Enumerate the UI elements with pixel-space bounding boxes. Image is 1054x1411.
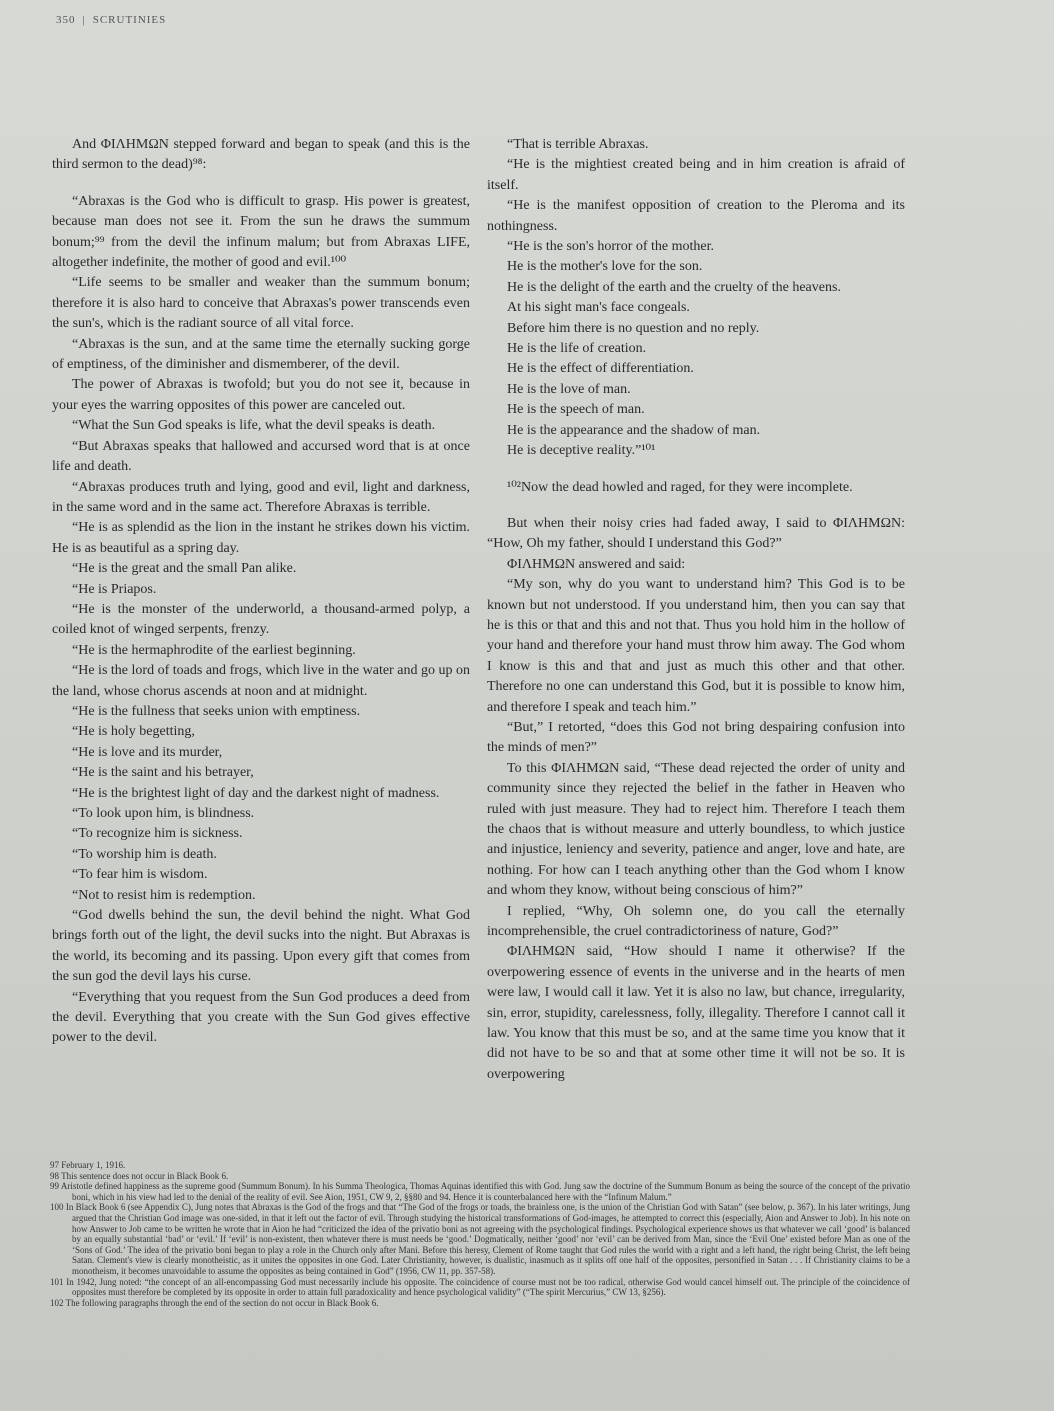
verse-line: “He is the son's horror of the mother. <box>507 239 715 255</box>
paragraph: “He is the monster of the underworld, a thousand-armed polyp, a coiled knot of winged serpents, frenzy. <box>52 601 470 638</box>
left-column <box>52 135 470 1049</box>
paragraph: “He is as splendid as the lion in the instant he strikes down his victim. He is as beautiful as a spring day. <box>52 520 470 556</box>
paragraph: “What the Sun God speaks is life, what the devil speaks is death. <box>72 418 436 434</box>
paragraph: “He is the great and the small Pan alike. <box>72 561 297 577</box>
paragraph: ΦΙΛΗΜΩΝ said, “How should I name it otherwise? If the overpowering essence of events in the universe and in the hearts of men were law, I would call it law. Yet it is also no law, but chance, irregularity, sin, error, stupidity, carelessness, folly, illegality. Therefore I cannot call it law. You know that this must be so, and at the same time you know that it did not have to be so and that at some other time it will not be so. It is overpowering <box>487 944 905 1082</box>
paragraph: The power of Abraxas is twofold; but you do not see it, because in your eyes the warring opposites of this power are canceled out. <box>52 377 470 413</box>
running-title: SCRUTINIES <box>92 14 167 26</box>
paragraph: “Not to resist him is redemption. <box>72 887 256 903</box>
dead-line: ¹⁰²Now the dead howled and raged, for they were incomplete. <box>507 479 853 495</box>
paragraph: “Abraxas produces truth and lying, good and evil, light and darkness, in the same word and in the same act. Therefore Abraxas is terrible. <box>52 479 470 515</box>
paragraph: “He is holy begetting, <box>72 724 195 740</box>
verse-line: He is the delight of the earth and the cruelty of the heavens. <box>507 279 841 295</box>
paragraph: “But,” I retorted, “does this God not bring despairing confusion into the minds of men?” <box>487 719 905 756</box>
paragraph: ΦΙΛΗΜΩΝ answered and said: <box>507 556 686 572</box>
paragraph: “To recognize him is sickness. <box>72 826 243 842</box>
opening-paragraph: And ΦΙΛΗΜΩΝ stepped forward and began to speak (and this is the third sermon to the dead)⁹⁸: <box>52 137 470 173</box>
paragraph: “He is Priapos. <box>72 581 157 597</box>
header-separator: | <box>82 14 86 26</box>
paragraph: “To look upon him, is blindness. <box>72 806 255 821</box>
paragraph: “He is the saint and his betrayer, <box>72 765 254 781</box>
paragraph: “God dwells behind the sun, the devil behind the night. What God brings forth out of the light, the devil sucks into the night. But Abraxas is the world, its becoming and its passing. Upon every gift that comes from the sun god the devil lays his curse. <box>52 908 470 985</box>
paragraph: “My son, why do you want to understand him? This God is to be known but not understood. If you understand him, then you can say that he is this or that and this and not that. Thus you hold him in the hollow of your hand and therefore your hand must throw him away. The God whom I know is this and that and just as much this other and that other. Therefore no one can understand this God, but it is possible to know him, and therefore I speak and teach him.” <box>487 577 905 715</box>
verse-line: He is the effect of differentiation. <box>507 361 694 377</box>
paragraph: “He is the fullness that seeks union with emptiness. <box>72 703 361 719</box>
paragraph: “Everything that you request from the Sun God produces a deed from the devil. Everything that you create with the Sun God gives effective power to the devil. <box>52 989 470 1046</box>
verse-line: Before him there is no question and no reply. <box>507 320 760 336</box>
verse-line: He is the life of creation. <box>507 341 647 357</box>
footnote: 99 Aristotle defined happiness as the supreme good (Summum Bonum). In his Summa Theologica, Thomas Aquinas identified this with God. Jung saw the doctrine of the Summum Bonum as being the source of the concept of the privatio boni, which in his view had led to the denial of the reality of evil. See Aion, 1951, CW 9, 2, §§80 and 94. Hence it is counterbalanced here with the “Infinum Malum.” <box>50 1181 910 1202</box>
paragraph: “He is the manifest opposition of creation to the Pleroma and its nothingness. <box>487 198 905 234</box>
paragraph: “Abraxas is the God who is difficult to grasp. His power is greatest, because man does not see it. From the sun he draws the summum bonum;⁹⁹ from the devil the infinum malum; but from Abraxas LIFE, altogether indefinite, the mother of good and evil.¹⁰⁰ <box>52 193 470 271</box>
footnote: 98 This sentence does not occur in Black Book 6. <box>50 1170 229 1181</box>
paragraph: “He is love and its murder, <box>72 744 223 760</box>
verse-line: At his sight man's face congeals. <box>507 300 690 316</box>
paragraph: “He is the brightest light of day and the darkest night of madness. <box>72 785 440 801</box>
paragraph: “But Abraxas speaks that hallowed and accursed word that is at once life and death. <box>52 438 470 475</box>
verse-line: He is the speech of man. <box>507 402 645 418</box>
paragraph: “Life seems to be smaller and weaker than the summum bonum; therefore it is also hard to conceive that Abraxas's power transcends even the sun's, which is the radiant source of all vital force. <box>52 275 470 332</box>
footnotes <box>50 1160 910 1308</box>
footnote: 100 In Black Book 6 (see Appendix C), Jung notes that Abraxas is the God of the frogs and that “The God of the frogs or toads, the brainless one, is the union of the Christian God with Satan” (see below, p. 367). In his later writings, Jung argued that the Christian God image was one-sided, in that it left out the factor of evil. Through studying the historical transformations of God-images, he attempted to correct this (especially, Aion and Answer to Job). In his note on how Answer to Job came to be written he wrote that in Aion he had “criticized the idea of the privatio boni as not agreeing with the psychological findings. Psychological experience shows us that whatever we call ‘good’ is balanced by an equally substantial ‘bad’ or ‘evil.’ If ‘evil’ is non-existent, then whatever there is must needs be ‘good.’ Dogmatically, neither ‘good’ nor ‘evil’ can be derived from Man, since the ‘Evil One’ existed before Man as one of the ‘Sons of God.’ The idea of the privatio boni began to play a role in the Church only after Mani. Before this heresy, Clement of Rome taught that God rules the world with a right and a left hand, the right being Christ, the left being Satan. Clement's view is clearly monotheistic, as it unites the opposites in one God. Later Christianity, however, is dualistic, inasmuch as it splits off one half of the opposites, personified in Satan . . . If Christianity claims to be a monotheism, it becomes unavoidable to assume the opposites as being contained in God” (1956, CW 11, pp. 357-58). <box>50 1202 910 1276</box>
paragraph: “Abraxas is the sun, and at the same time the eternally sucking gorge of emptiness, of the diminisher and dismemberer, of the devil. <box>52 336 470 373</box>
verse-line: He is deceptive reality.”¹⁰¹ <box>507 443 656 459</box>
footnote: 97 February 1, 1916. <box>50 1160 126 1170</box>
paragraph: “He is the mightiest created being and in him creation is afraid of itself. <box>487 157 905 193</box>
paragraph: To this ΦΙΛΗΜΩΝ said, “These dead rejected the order of unity and community since they rejected the belief in the father in Heaven who ruled with just measure. They had to reject him. Therefore I teach them the chaos that is without measure and utterly boundless, to which justice and injustice, leniency and severity, patience and anger, love and hate, are nothing. For how can I teach anything other than the God whom I know and whom they know, without being conscious of him?” <box>487 760 905 899</box>
running-header <box>56 14 166 26</box>
right-column <box>487 135 905 1085</box>
footnote: 101 In 1942, Jung noted: “the concept of an all-encompassing God must necessarily include his opposite. The coincidence of course must not be too radical, otherwise God would cancel himself out. The principle of the coincidence of opposites must therefore be completed by its opposite in order to attain full paradoxicality and hence psychological validity” (“The spirit Mercurius,” CW 13, §256). <box>50 1276 910 1298</box>
paragraph: “He is the lord of toads and frogs, which live in the water and go up on the land, whose chorus ascends at noon and at midnight. <box>52 663 470 699</box>
verse-line: He is the love of man. <box>507 381 631 397</box>
verse-line: He is the appearance and the shadow of man. <box>507 422 761 438</box>
verse-line: He is the mother's love for the son. <box>507 259 703 275</box>
paragraph: I replied, “Why, Oh solemn one, do you call the eternally incomprehensible, the cruel contradictoriness of nature, God?” <box>487 903 905 940</box>
paragraph: But when their noisy cries had faded away, I said to ΦΙΛΗΜΩΝ: “How, Oh my father, should I understand this God?” <box>487 515 905 552</box>
paragraph: “He is the hermaphrodite of the earliest beginning. <box>72 642 356 658</box>
footnote: 102 The following paragraphs through the end of the section do not occur in Black Book 6. <box>50 1297 379 1308</box>
paragraph: “To fear him is wisdom. <box>72 867 208 883</box>
paragraph: “That is terrible Abraxas. <box>507 137 649 152</box>
page-number: 350 <box>56 14 76 26</box>
paragraph: “To worship him is death. <box>72 846 217 862</box>
